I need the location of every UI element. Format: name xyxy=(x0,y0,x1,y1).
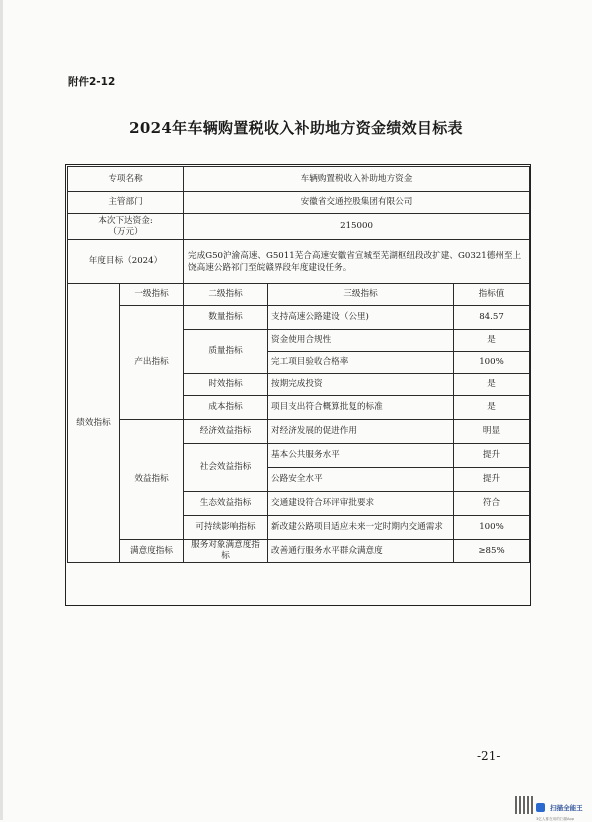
table-row xyxy=(68,540,530,563)
header-value: 指标值 xyxy=(454,284,530,306)
quality-value-1: 是 xyxy=(454,330,530,352)
social-value-2: 提升 xyxy=(454,468,530,492)
sustain-label: 可持续影响指标 xyxy=(184,516,268,540)
eco-label: 生态效益指标 xyxy=(184,492,268,516)
quality-item-1: 资金使用合规性 xyxy=(268,330,454,352)
social-item-1: 基本公共服务水平 xyxy=(268,444,454,468)
quality-value-2: 100% xyxy=(454,352,530,374)
cost-label: 成本指标 xyxy=(184,396,268,420)
dept-value: 安徽省交通控股集团有限公司 xyxy=(184,192,530,214)
table-row xyxy=(68,306,530,330)
timeliness-label: 时效指标 xyxy=(184,374,268,396)
satisfaction-item: 改善通行服务水平群众满意度 xyxy=(268,540,454,563)
quantity-label: 数量指标 xyxy=(184,306,268,330)
table-row xyxy=(68,284,530,306)
satisfaction-label: 满意度指标 xyxy=(120,540,184,563)
quantity-value: 84.57 xyxy=(454,306,530,330)
economic-item: 对经济发展的促进作用 xyxy=(268,420,454,444)
timeliness-value: 是 xyxy=(454,374,530,396)
satisfaction-value: ≥85% xyxy=(454,540,530,563)
benefit-label: 效益指标 xyxy=(120,420,184,540)
funds-label-line1: 本次下达资金: xyxy=(98,215,153,226)
perf-label: 绩效指标 xyxy=(68,284,120,563)
table-row xyxy=(68,192,530,214)
economic-label: 经济效益指标 xyxy=(184,420,268,444)
quantity-item: 支持高速公路建设（公里) xyxy=(268,306,454,330)
table-row xyxy=(68,214,530,240)
project-name-value: 车辆购置税收入补助地方资金 xyxy=(184,167,530,192)
sustain-value: 100% xyxy=(454,516,530,540)
cost-value: 是 xyxy=(454,396,530,420)
quality-item-2: 完工项目验收合格率 xyxy=(268,352,454,374)
social-item-2: 公路安全水平 xyxy=(268,468,454,492)
document-title: 2024年车辆购置税收入补助地方资金绩效目标表 xyxy=(129,119,463,137)
social-value-1: 提升 xyxy=(454,444,530,468)
header-l1: 一级指标 xyxy=(120,284,184,306)
project-name-label: 专项名称 xyxy=(68,167,184,192)
dept-label: 主管部门 xyxy=(68,192,184,214)
timeliness-item: 按期完成投资 xyxy=(268,374,454,396)
scanner-subtitle: 3亿人都在用的扫描App xyxy=(536,817,575,821)
performance-target-table xyxy=(67,166,530,563)
header-l3: 三级指标 xyxy=(268,284,454,306)
sustain-item: 新改建公路项目适应未来一定时期内交通需求 xyxy=(268,516,454,540)
page-number: -21- xyxy=(477,749,501,763)
scanner-logo-icon xyxy=(536,803,545,812)
scanner-name: 扫描全能王 xyxy=(550,804,583,812)
table-row xyxy=(68,240,530,284)
social-label: 社会效益指标 xyxy=(184,444,268,492)
funds-label xyxy=(68,214,184,240)
output-label: 产出指标 xyxy=(120,306,184,420)
scanner-watermark xyxy=(536,797,590,821)
table-row xyxy=(68,167,530,192)
cost-item: 项目支出符合概算批复的标准 xyxy=(268,396,454,420)
economic-value: 明显 xyxy=(454,420,530,444)
table-row xyxy=(68,420,530,444)
funds-label-line2: （万元） xyxy=(108,226,143,237)
eco-value: 符合 xyxy=(454,492,530,516)
annex-label: 附件2-12 xyxy=(68,76,116,88)
qr-code-icon xyxy=(515,796,533,814)
goal-value: 完成G50沪渝高速、G5011芜合高速安徽省宣城至芜湖枢纽段改扩建、G0321德州至上饶高速公路祁门至皖赣界段年度建设任务。 xyxy=(184,240,530,284)
funds-value: 215000 xyxy=(184,214,530,240)
goal-label: 年度目标（2024） xyxy=(68,240,184,284)
satisfaction-l2: 服务对象满意度指标 xyxy=(184,540,268,563)
header-l2: 二级指标 xyxy=(184,284,268,306)
eco-item: 交通建设符合环评审批要求 xyxy=(268,492,454,516)
quality-label: 质量指标 xyxy=(184,330,268,374)
